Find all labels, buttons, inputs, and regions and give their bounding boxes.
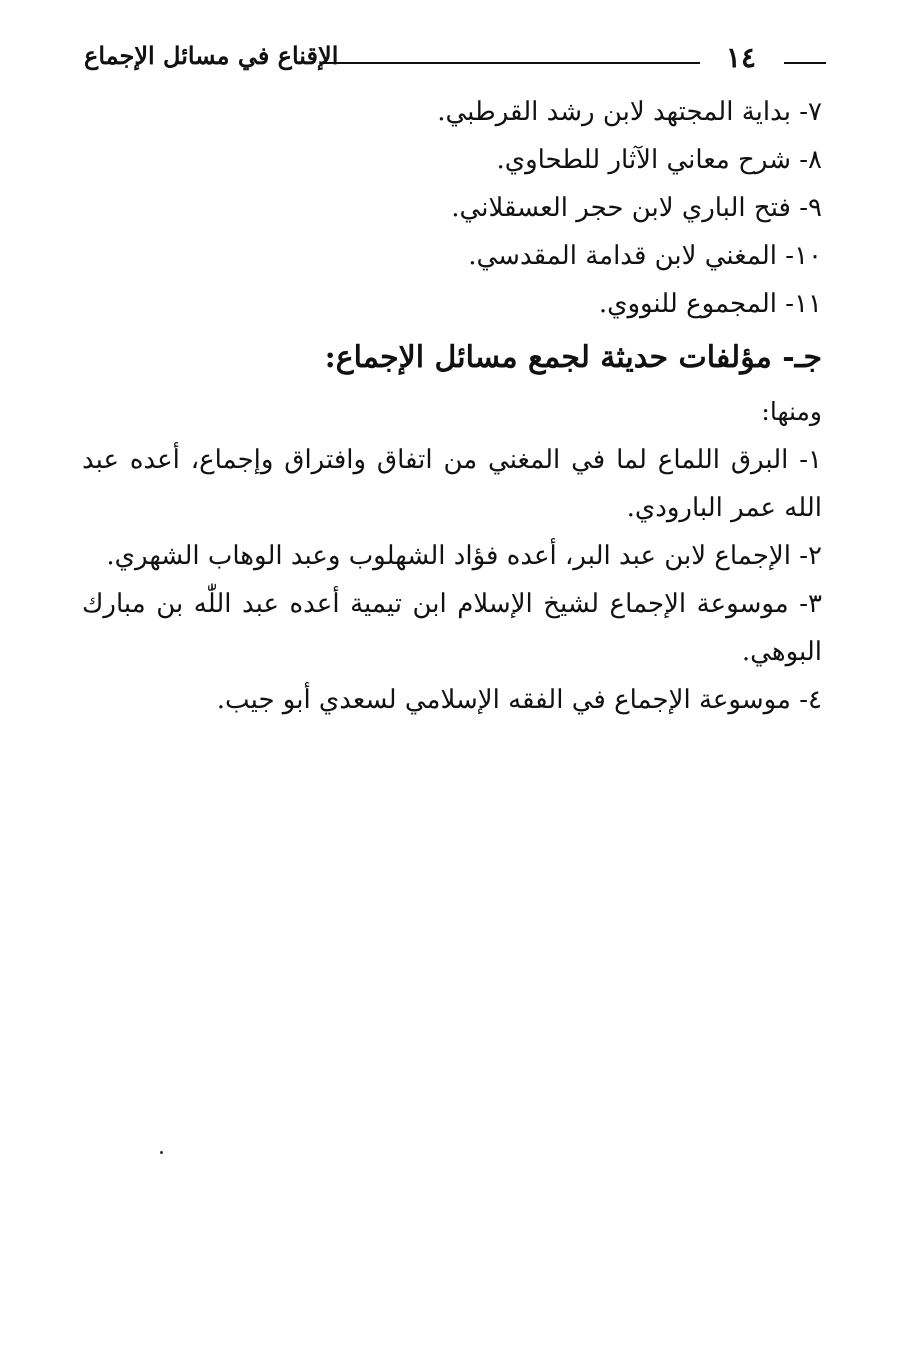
header-rule-right	[784, 62, 826, 64]
running-title: الإقناع في مسائل الإجماع	[84, 41, 339, 70]
modern-work-entry: ٣- موسوعة الإجماع لشيخ الإسلام ابن تيمية أعده عبد اللّٰه بن مبارك البوهي.	[82, 589, 822, 667]
running-header	[84, 34, 826, 80]
modern-work-entry: ٤- موسوعة الإجماع في الفقه الإسلامي لسعدي أبو جيب.	[216, 685, 822, 715]
reference-item: ١٠- المغني لابن قدامة المقدسي.	[468, 241, 822, 271]
reference-item: ٩- فتح الباري لابن حجر العسقلاني.	[451, 193, 822, 223]
reference-item: ٨- شرح معاني الآثار للطحاوي.	[496, 145, 822, 175]
modern-work-entry: ٢- الإجماع لابن عبد البر، أعده فؤاد الشهلوب وعبد الوهاب الشهري.	[106, 541, 822, 571]
page-body	[82, 88, 822, 724]
reference-item: ١١- المجموع للنووي.	[598, 289, 822, 319]
section-intro: ومنها:	[761, 397, 822, 426]
scan-speck	[160, 1151, 163, 1154]
reference-item: ٧- بداية المجتهد لابن رشد القرطبي.	[437, 97, 822, 127]
section-heading: جـ- مؤلفات حديثة لجمع مسائل الإجماع:	[324, 340, 822, 375]
page-number: ١٤	[725, 41, 756, 74]
modern-work-entry: ١- البرق اللماع لما في المغني من اتفاق وافتراق وإجماع، أعده عبد الله عمر البارودي.	[82, 445, 822, 523]
header-rule-middle	[322, 62, 700, 64]
